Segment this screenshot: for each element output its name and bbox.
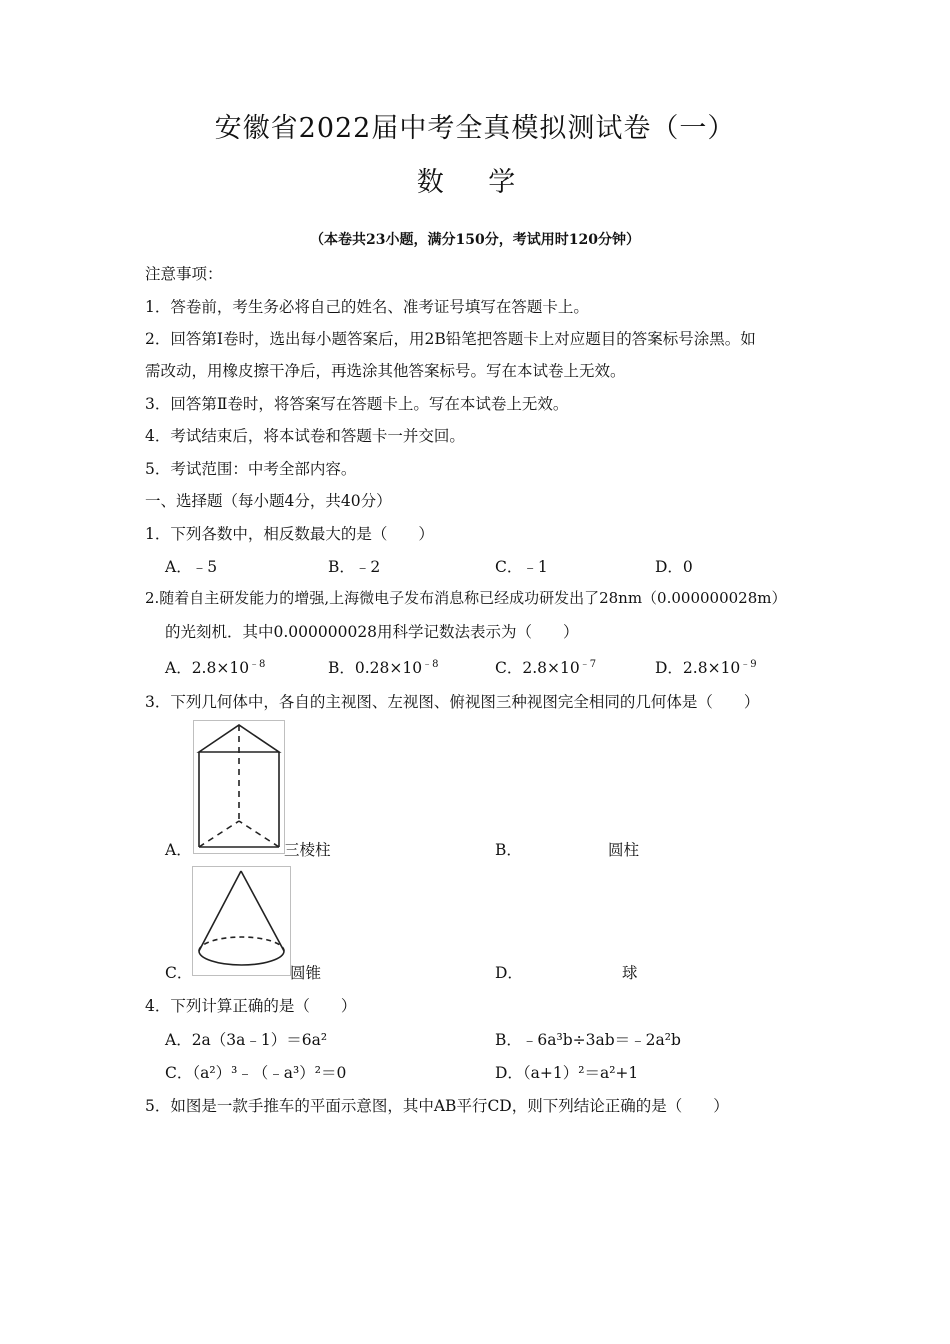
note-5: 5．考试范围：中考全部内容。 <box>145 460 357 478</box>
q3-stem: 3．下列几何体中，各自的主视图、左视图、俯视图三种视图完全相同的几何体是（ ） <box>145 693 760 711</box>
subject-title: 数 学 <box>416 167 534 198</box>
note-4: 4．考试结束后，将本试卷和答题卡一并交回。 <box>145 427 465 445</box>
q3-option-d-label: D． <box>495 964 523 982</box>
exam-title: 安徽省2022届中考全真模拟测试卷（一） <box>214 113 736 144</box>
q4-option-d: D．（a+1）²＝a²+1 <box>495 1064 639 1082</box>
q4-option-a: A．2a（3a﹣1）＝6a² <box>165 1031 328 1049</box>
q2-option-c: C．$2.8\times 10^{﹣7}$ <box>495 659 597 678</box>
q2-option-a: A．$2.8\times 10^{﹣8}$ <box>165 659 266 678</box>
note-2a: 2．回答第Ⅰ卷时，选出每小题答案后，用2B铅笔把答题卡上对应题目的答案标号涂黑。如 <box>145 330 756 348</box>
q5-stem: 5．如图是一款手推车的平面示意图，其中AB平行CD，则下列结论正确的是（ ） <box>145 1097 729 1115</box>
notes-heading: 注意事项： <box>145 265 223 283</box>
q3-option-b-name: 圆柱 <box>608 841 640 859</box>
q3-option-b-label: B． <box>495 841 522 859</box>
q1-stem: 1．下列各数中，相反数最大的是（ ） <box>145 525 434 543</box>
q2-stem-line2: 的光刻机．其中0.000000028用科学记数法表示为（ ） <box>165 623 579 641</box>
note-2b: 需改动，用橡皮擦干净后，再选涂其他答案标号。写在本试卷上无效。 <box>145 362 626 380</box>
q3-option-c-name: 圆锥 <box>290 964 322 982</box>
triangular-prism-figure <box>193 720 285 854</box>
q4-stem: 4．下列计算正确的是（ ） <box>145 997 357 1015</box>
note-3: 3．回答第Ⅱ卷时，将答案写在答题卡上。写在本试卷上无效。 <box>145 395 569 413</box>
section-heading: 一、选择题（每小题4分，共40分） <box>145 492 392 510</box>
q1-option-b: B．﹣2 <box>328 558 381 576</box>
q3-option-a-name: 三棱柱 <box>284 841 331 859</box>
q3-option-d-name: 球 <box>622 964 638 982</box>
exam-info: （本卷共23小题，满分150分，考试用时120分钟） <box>310 232 640 248</box>
note-1: 1．答卷前，考生务必将自己的姓名、准考证号填写在答题卡上。 <box>145 298 589 316</box>
q2-stem-line1: 2.随着自主研发能力的增强,上海微电子发布消息称已经成功研发出了28nm（0.000000028m） <box>145 589 787 607</box>
q2-option-d: D．$2.8\times 10^{﹣9}$ <box>655 659 757 678</box>
q2-option-b: B．$0.28\times 10^{﹣8}$ <box>328 659 439 678</box>
q1-option-a: A．﹣5 <box>165 558 218 576</box>
q4-option-b: B．﹣6a³b÷3ab＝﹣2a²b <box>495 1031 681 1049</box>
q4-option-c: C．（a²）³﹣（﹣a³）²＝0 <box>165 1064 347 1082</box>
q1-option-d: D．0 <box>655 558 693 576</box>
q3-option-c-label: C． <box>165 964 193 982</box>
q3-option-a-label: A． <box>165 841 192 859</box>
cone-figure <box>192 866 291 976</box>
q1-option-c: C．﹣1 <box>495 558 548 576</box>
